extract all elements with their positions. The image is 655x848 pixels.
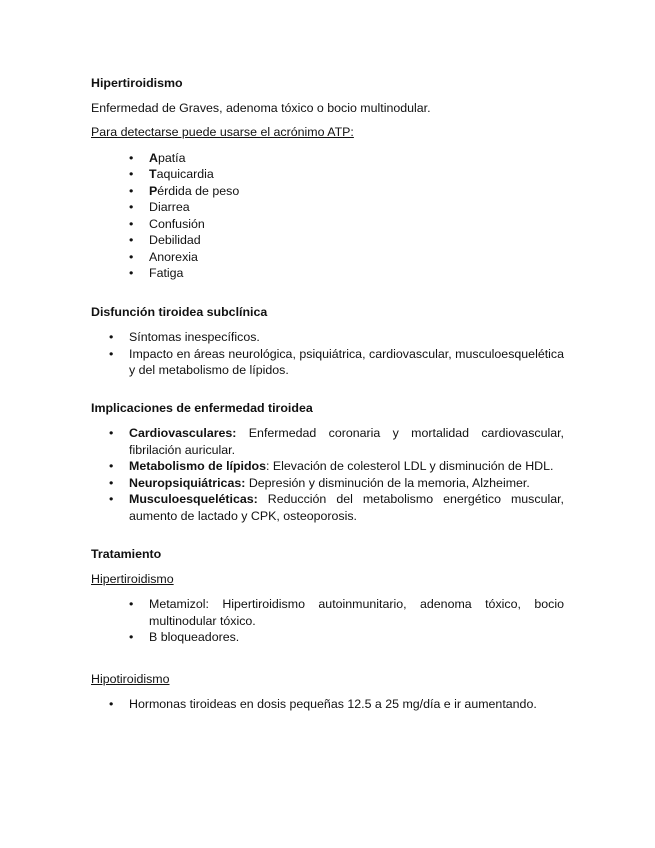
- list-item: • Fatiga: [149, 265, 564, 282]
- list-item: • B bloqueadores.: [149, 629, 564, 646]
- subclinica-list: [129, 329, 564, 379]
- hipertiroidismo-heading: Hipertiroidismo: [91, 76, 183, 90]
- tratamiento-heading: Tratamiento: [91, 547, 162, 561]
- atp-list: [149, 150, 564, 282]
- subclinica-heading: Disfunción tiroidea subclínica: [91, 304, 268, 319]
- list-item: • Apatía: [149, 150, 564, 167]
- list-item: • Musculoesqueléticas: Reducción del metabolismo energético muscular, aumento de lactado y CPK, osteoporosis.: [129, 491, 564, 524]
- tratamiento-hiper-subtitle: Hipertiroidismo: [91, 571, 174, 586]
- list-item: • Hormonas tiroideas en dosis pequeñas 12.5 a 25 mg/día e ir aumentando.: [129, 696, 564, 713]
- list-item: • Metamizol: Hipertiroidismo autoinmunitario, adenoma tóxico, bocio multinodular tóxico.: [149, 596, 564, 629]
- document-page: [91, 75, 564, 713]
- implicaciones-list: [129, 425, 564, 524]
- list-item: • Impacto en áreas neurológica, psiquiátrica, cardiovascular, musculoesquelética y del metabolismo de lípidos.: [129, 346, 564, 379]
- list-item: • Debilidad: [149, 232, 564, 249]
- atp-subtitle: Para detectarse puede usarse el acrónimo ATP:: [91, 125, 354, 139]
- list-item: • Síntomas inespecíficos.: [129, 329, 564, 346]
- tratamiento-hipo-subtitle: Hipotiroidismo: [91, 671, 170, 686]
- list-item: • Metabolismo de lípidos: Elevación de colesterol LDL y disminución de HDL.: [129, 458, 564, 475]
- list-item: • Pérdida de peso: [149, 183, 564, 200]
- implicaciones-heading: Implicaciones de enfermedad tiroidea: [91, 400, 313, 415]
- list-item: • Anorexia: [149, 249, 564, 266]
- list-item: • Confusión: [149, 216, 564, 233]
- tratamiento-hiper-list: [149, 596, 564, 646]
- list-item: • Cardiovasculares: Enfermedad coronaria y mortalidad cardiovascular, fibrilación auricular.: [129, 425, 564, 458]
- tratamiento-hipo-list: [129, 696, 564, 713]
- list-item: • Taquicardia: [149, 166, 564, 183]
- list-item: • Diarrea: [149, 199, 564, 216]
- list-item: • Neuropsiquiátricas: Depresión y disminución de la memoria, Alzheimer.: [129, 475, 564, 492]
- hipertiroidismo-intro: Enfermedad de Graves, adenoma tóxico o bocio multinodular.: [91, 100, 431, 115]
